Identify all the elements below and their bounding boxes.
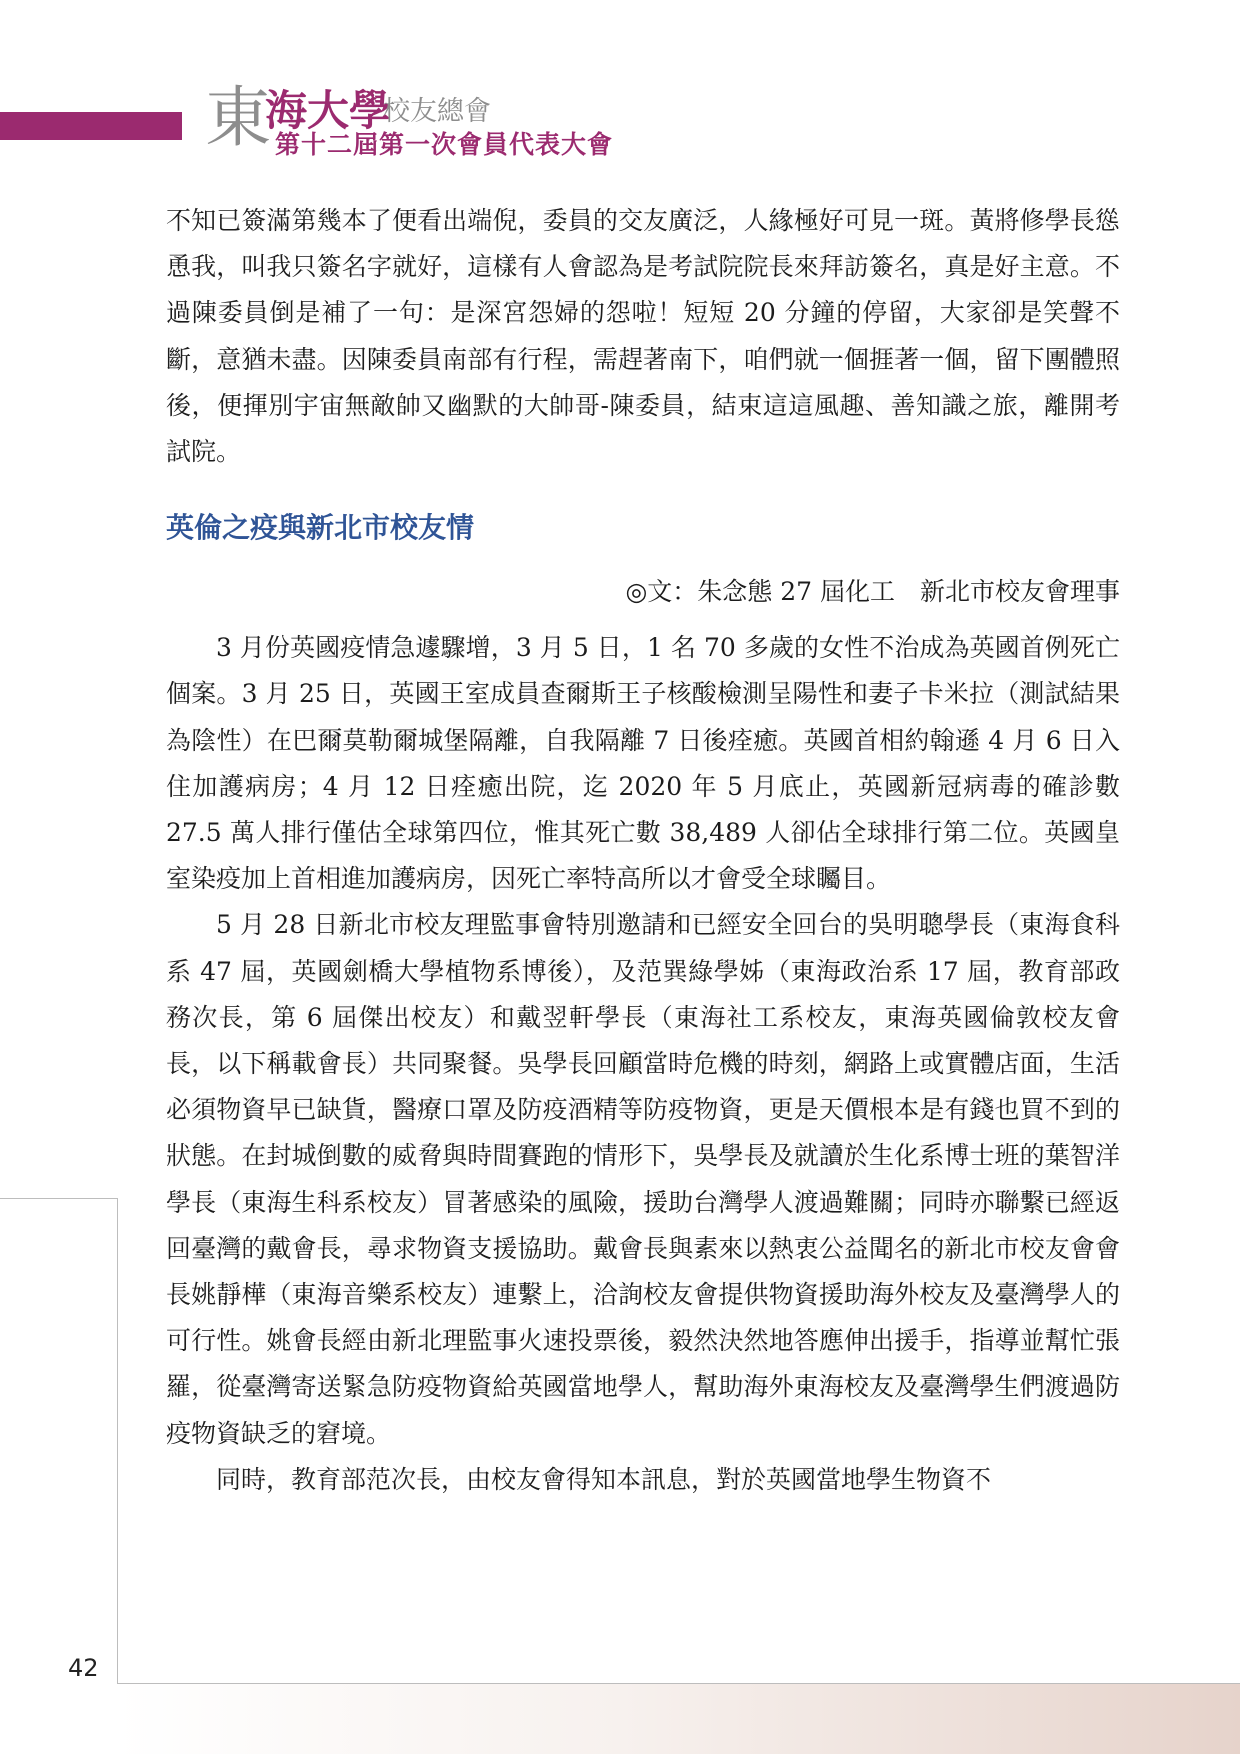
- header-accent-bar: [0, 112, 182, 140]
- article-body: [166, 198, 1120, 1503]
- alumni-association-logo: [205, 79, 725, 162]
- footer-gradient-band: [117, 1684, 1240, 1754]
- paragraph: 5 月 28 日新北市校友理監事會特別邀請和已經安全回台的吳明聰學長（東海食科系 47 屆，英國劍橋大學植物系博後），及范巽綠學姊（東海政治系 17 屆，教育部政務次長，第 6 屆傑出校友）和戴翌軒學長（東海社工系校友，東海英國倫敦校友會長，以下稱載會長）共同聚餐。吳學長回顧當時危機的時刻，網路上或實體店面，生活必須物資早已缺貨，醫療口罩及防疫酒精等防疫物資，更是天價根本是有錢也買不到的狀態。在封城倒數的威脅與時間賽跑的情形下，吳學長及就讀於生化系博士班的葉智洋學長（東海生科系校友）冒著感染的風險，援助台灣學人渡過難關；同時亦聯繫已經返回臺灣的戴會長，尋求物資支援協助。戴會長與素來以熱衷公益聞名的新北市校友會會長姚靜樺（東海音樂系校友）連繫上，洽詢校友會提供物資援助海外校友及臺灣學人的可行性。姚會長經由新北理監事火速投票後，毅然決然地答應伸出援手，指導並幫忙張羅，從臺灣寄送緊急防疫物資給英國當地學人，幫助海外東海校友及臺灣學生們渡過防疫物資缺乏的窘境。: [166, 910, 1120, 1448]
- margin-rule-horizontal: [0, 1198, 118, 1199]
- section-title: 英倫之疫與新北市校友情: [166, 511, 475, 545]
- meeting-title: 第十二屆第一次會員代表大會: [275, 130, 614, 159]
- paragraph: 3 月份英國疫情急遽驟增，3 月 5 日，1 名 70 多歲的女性不治成為英國首例死亡個案。3 月 25 日，英國王室成員查爾斯王子核酸檢測呈陽性和妻子卡米拉（測試結果為陰性）在巴爾莫勒爾城堡隔離，自我隔離 7 日後痊癒。英國首相約翰遜 4 月 6 日入住加護病房；4 月 12 日痊癒出院，迄 2020 年 5 月底止，英國新冠病毒的確診數 27.5 萬人排行僅估全球第四位，惟其死亡數 38,489 人卻佔全球排行第二位。英國皇室染疫加上首相進加護病房，因死亡率特高所以才會受全球矚目。: [166, 633, 1120, 894]
- continued-paragraph: 不知已簽滿第幾本了便看出端倪，委員的交友廣泛，人緣極好可見一斑。黃將修學長慫恿我，叫我只簽名字就好，這樣有人會認為是考試院院長來拜訪簽名，真是好主意。不過陳委員倒是補了一句：是深宮怨婦的怨啦！短短 20 分鐘的停留，大家卻是笑聲不斷，意猶未盡。因陳委員南部有行程，需趕著南下，咱們就一個捱著一個，留下團體照後，便揮別宇宙無敵帥又幽默的大帥哥-陳委員，結束這這風趣、善知識之旅，離開考試院。: [166, 206, 1120, 467]
- logo-mark: 東: [205, 79, 271, 156]
- logo-school-name: 海大學: [265, 86, 392, 135]
- byline: ◎文：朱念態 27 屆化工 新北市校友會理事: [625, 577, 1120, 607]
- logo-org-name: 校友總會: [383, 96, 491, 127]
- paragraph: 同時，教育部范次長，由校友會得知本訊息，對於英國當地學生物資不: [216, 1464, 992, 1494]
- margin-rule-vertical: [117, 1198, 118, 1683]
- page-number: 42: [68, 1654, 99, 1682]
